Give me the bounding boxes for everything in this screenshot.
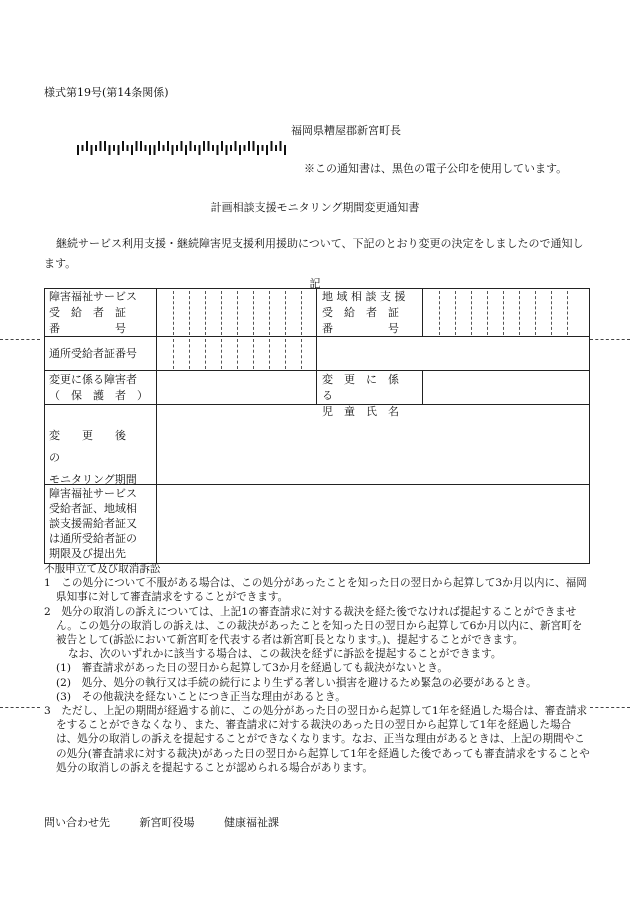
label-cell-deadline <box>45 485 157 563</box>
label-line: 変更に係る障害者 <box>49 373 137 386</box>
input-service-cert-number[interactable] <box>157 289 317 337</box>
blank-cell <box>317 337 589 371</box>
label-line: 期限及び提出先 <box>49 547 126 560</box>
cut-line-left <box>0 339 40 340</box>
appeal-paragraph-2b: なお、次のいずれかに該当する場合は、この裁決を経ずに訴訟を提起することができます。 <box>68 648 502 661</box>
label-cell-person <box>45 371 157 405</box>
contact-label: 問い合わせ先 <box>44 816 110 829</box>
label-line: 受 給 者 証 <box>49 306 126 319</box>
document-title: 計画相談支援モニタリング期間変更通知書 <box>210 201 420 214</box>
ki-label: 記 <box>309 277 321 290</box>
appeal-item-2: (2) 処分、処分の執行又は手続の続行により生ずる著しい損害を避けるため緊急の必要があるとき。 <box>56 676 537 689</box>
cut-line-right-lower <box>590 707 630 708</box>
appeal-item-3: (3) その他裁決を経ないことにつき正当な理由があるとき。 <box>56 690 346 703</box>
input-community-cert-number[interactable] <box>423 289 589 337</box>
label-line: 障害福祉サービス <box>49 487 137 500</box>
label-line: 地 域 相 談 支 援 <box>322 290 406 303</box>
label-line: 番 号 <box>49 322 126 335</box>
label-line: 受 給 者 証 <box>322 306 399 319</box>
contact-division: 健康福祉課 <box>224 816 279 829</box>
input-monitoring-period[interactable] <box>157 405 589 485</box>
label-line: 通所受給者証番号 <box>49 347 137 360</box>
barcode-image <box>76 141 291 155</box>
label-line: 談支援需給者証又 <box>49 517 137 530</box>
intro-text: 継続サービス利用支援・継続障害児支援利用援助について、下記のとおり変更の決定をしましたので通知します。 <box>44 237 584 270</box>
appeal-item-1: (1) 審査請求があった日の翌日から起算して3か月を経過しても裁決がないとき。 <box>56 662 448 675</box>
seal-note: ※この通知書は、黒色の電子公印を使用しています。 <box>304 162 568 175</box>
contact-office: 新宮町役場 <box>139 816 195 829</box>
label-cell-service-cert <box>45 289 157 337</box>
form-number: 様式第19号(第14条関係) <box>44 86 169 99</box>
cut-line-left-lower <box>0 707 40 708</box>
label-line: 変 更 に 係 る <box>322 373 410 402</box>
label-cell-monitoring <box>45 405 157 485</box>
info-table <box>44 288 590 564</box>
appeal-paragraph-3: 3 ただし、上記の期間が経過する前に、この処分があった日の翌日から起算して1年を経過した場合は、審査請求をすることができなくなり、また、審査請求に対する裁決のあった日の翌日から起算して1年を経過した場合は、処分の取消しの訴えを提起することができなくなります。なお、正当な理由があるときは、上記の期間やこの処分(審査請求に対する裁決)があった日の翌日から起算して1年を経過した後であっても審査請求をすることや処分の取消しの訴えを提起することが認められる場合があります。 <box>44 705 590 774</box>
label-line: モニタリング期間 <box>49 473 137 486</box>
issuer-name: 福岡県糟屋郡新宮町長 <box>291 124 401 137</box>
label-line: 変 更 後 の <box>49 429 148 464</box>
label-cell-day-cert <box>45 337 157 371</box>
label-line: （ 保 護 者 ） <box>49 389 148 402</box>
input-child-name[interactable] <box>423 371 589 405</box>
input-day-cert-number[interactable] <box>157 337 317 371</box>
label-cell-child <box>317 371 423 418</box>
appeal-section <box>44 562 592 775</box>
label-line: 児 童 氏 名 <box>322 405 399 418</box>
appeal-heading: 不服申立て及び取消訴訟 <box>44 563 161 575</box>
label-cell-community-cert <box>317 289 423 337</box>
label-line: 受給者証、地域相 <box>49 502 137 515</box>
label-line: 番 号 <box>322 322 399 335</box>
appeal-paragraph-1: 1 この処分について不服がある場合は、この処分があったことを知った日の翌日から起算して3か月以内に、福岡県知事に対して審査請求をすることができます。 <box>44 577 587 604</box>
input-person-name[interactable] <box>157 371 317 405</box>
appeal-paragraph-2: 2 処分の取消しの訴えについては、上記1の審査請求に対する裁決を経た後でなければ提起することができません。この処分の取消しの訴えは、この裁決があったことを知った日の翌日から起算して6か月以内に、新宮町を被告として(訴訟において新宮町を代表する者は新宮町長となります。)、提起することができます。 <box>44 605 583 647</box>
contact-line <box>44 814 305 830</box>
cut-line-right <box>590 339 630 340</box>
label-line: 障害福祉サービス <box>49 290 137 303</box>
label-line: は通所受給者証の <box>49 532 137 545</box>
input-deadline[interactable] <box>157 485 589 563</box>
